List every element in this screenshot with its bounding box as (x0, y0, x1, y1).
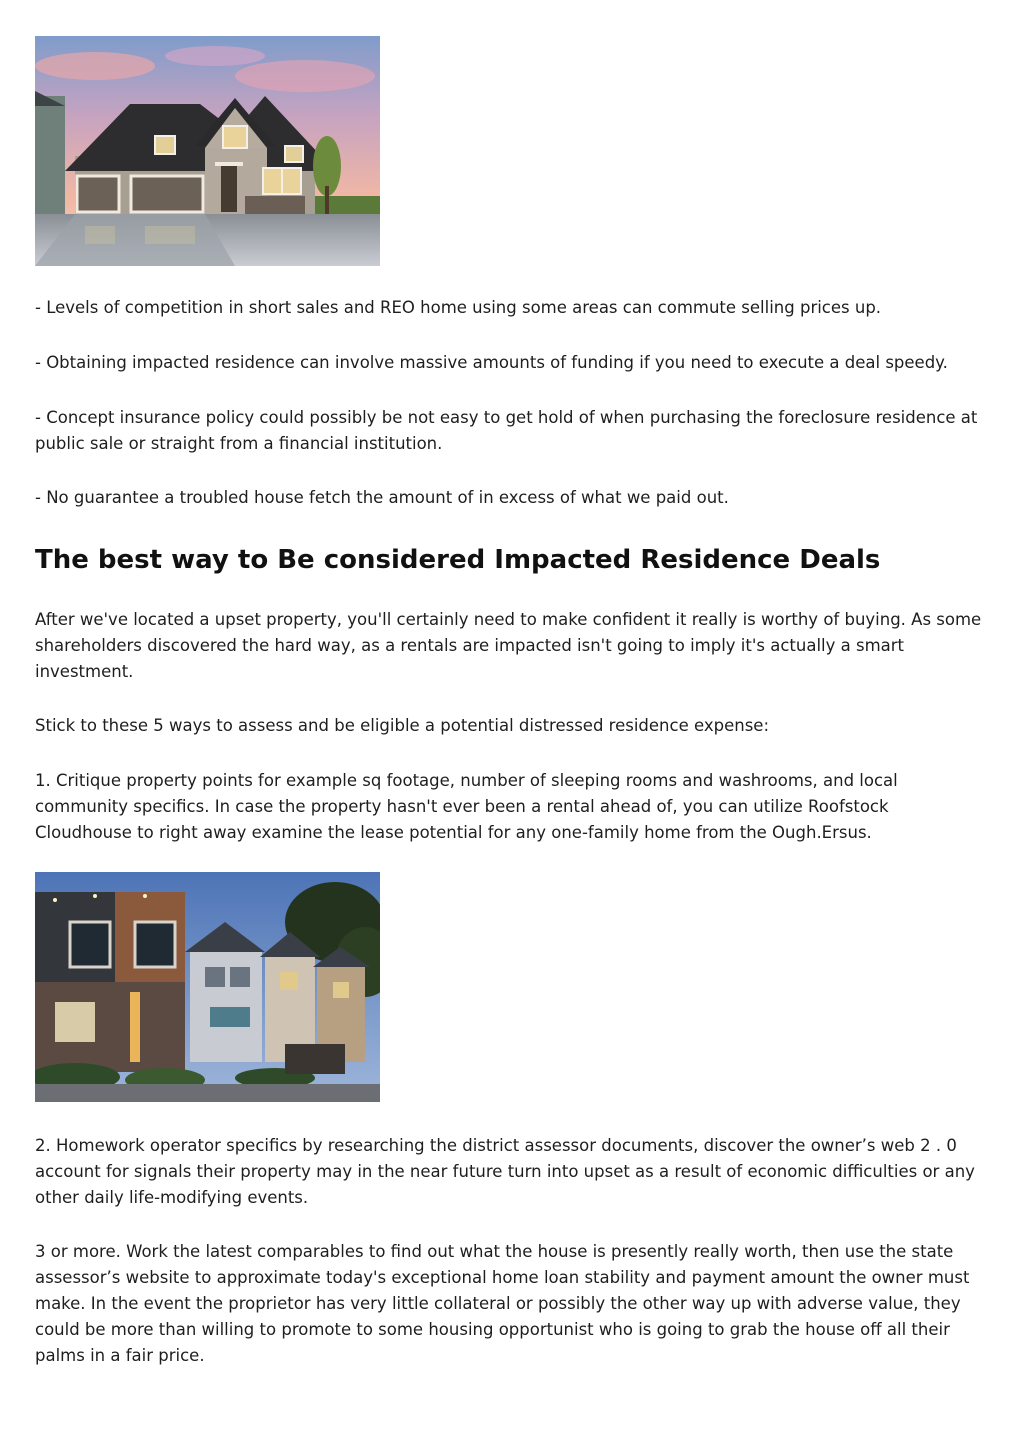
row-houses-photo (35, 872, 380, 1102)
bullet-insurance: - Concept insurance policy could possibly be not easy to get hold of when purchasing the foreclosure residence at public sale or straight from a financial institution. (35, 408, 978, 453)
row-houses-photo-image (35, 872, 380, 1102)
steps-lead: Stick to these 5 ways to assess and be eligible a potential distressed residence expense: (35, 716, 770, 735)
bullet-guarantee: - No guarantee a troubled house fetch the amount of in excess of what we paid out. (35, 488, 729, 507)
step-2: 2. Homework operator specifics by researching the district assessor documents, discover the owner’s web 2 . 0 account for signals their property may in the near future turn into upset as a result of economic difficulties or any other daily life-modifying events. (35, 1136, 975, 1207)
intro-paragraph: After we've located a upset property, you'll certainly need to make confident it really is worthy of buying. As some shareholders discovered the hard way, as a rentals are impacted isn't going to imply it's actually a smart investment. (35, 610, 982, 681)
step-1: 1. Critique property points for example sq footage, number of sleeping rooms and washrooms, and local community specifics. In case the property hasn't ever been a rental ahead of, you can utilize Roofstock Cloudhouse to right away examine the lease potential for any one-family home from the Ough.Ersus. (35, 771, 898, 842)
house-photo (35, 36, 380, 266)
bullet-competition: - Levels of competition in short sales and REO home using some areas can commute selling prices up. (35, 298, 882, 317)
house-photo-image (35, 36, 380, 266)
section-heading: The best way to Be considered Impacted Residence Deals (35, 545, 881, 575)
bullet-funding: - Obtaining impacted residence can involve massive amounts of funding if you need to execute a deal speedy. (35, 353, 948, 372)
step-3: 3 or more. Work the latest comparables to find out what the house is presently really worth, then use the state assessor’s website to approximate today's exceptional home loan stability and payment amount the owner must make. In the event the proprietor has very little collateral or possibly the other way up with adverse value, they could be more than willing to promote to some housing opportunist who is going to grab the house off all their palms in a fair price. (35, 1242, 970, 1365)
